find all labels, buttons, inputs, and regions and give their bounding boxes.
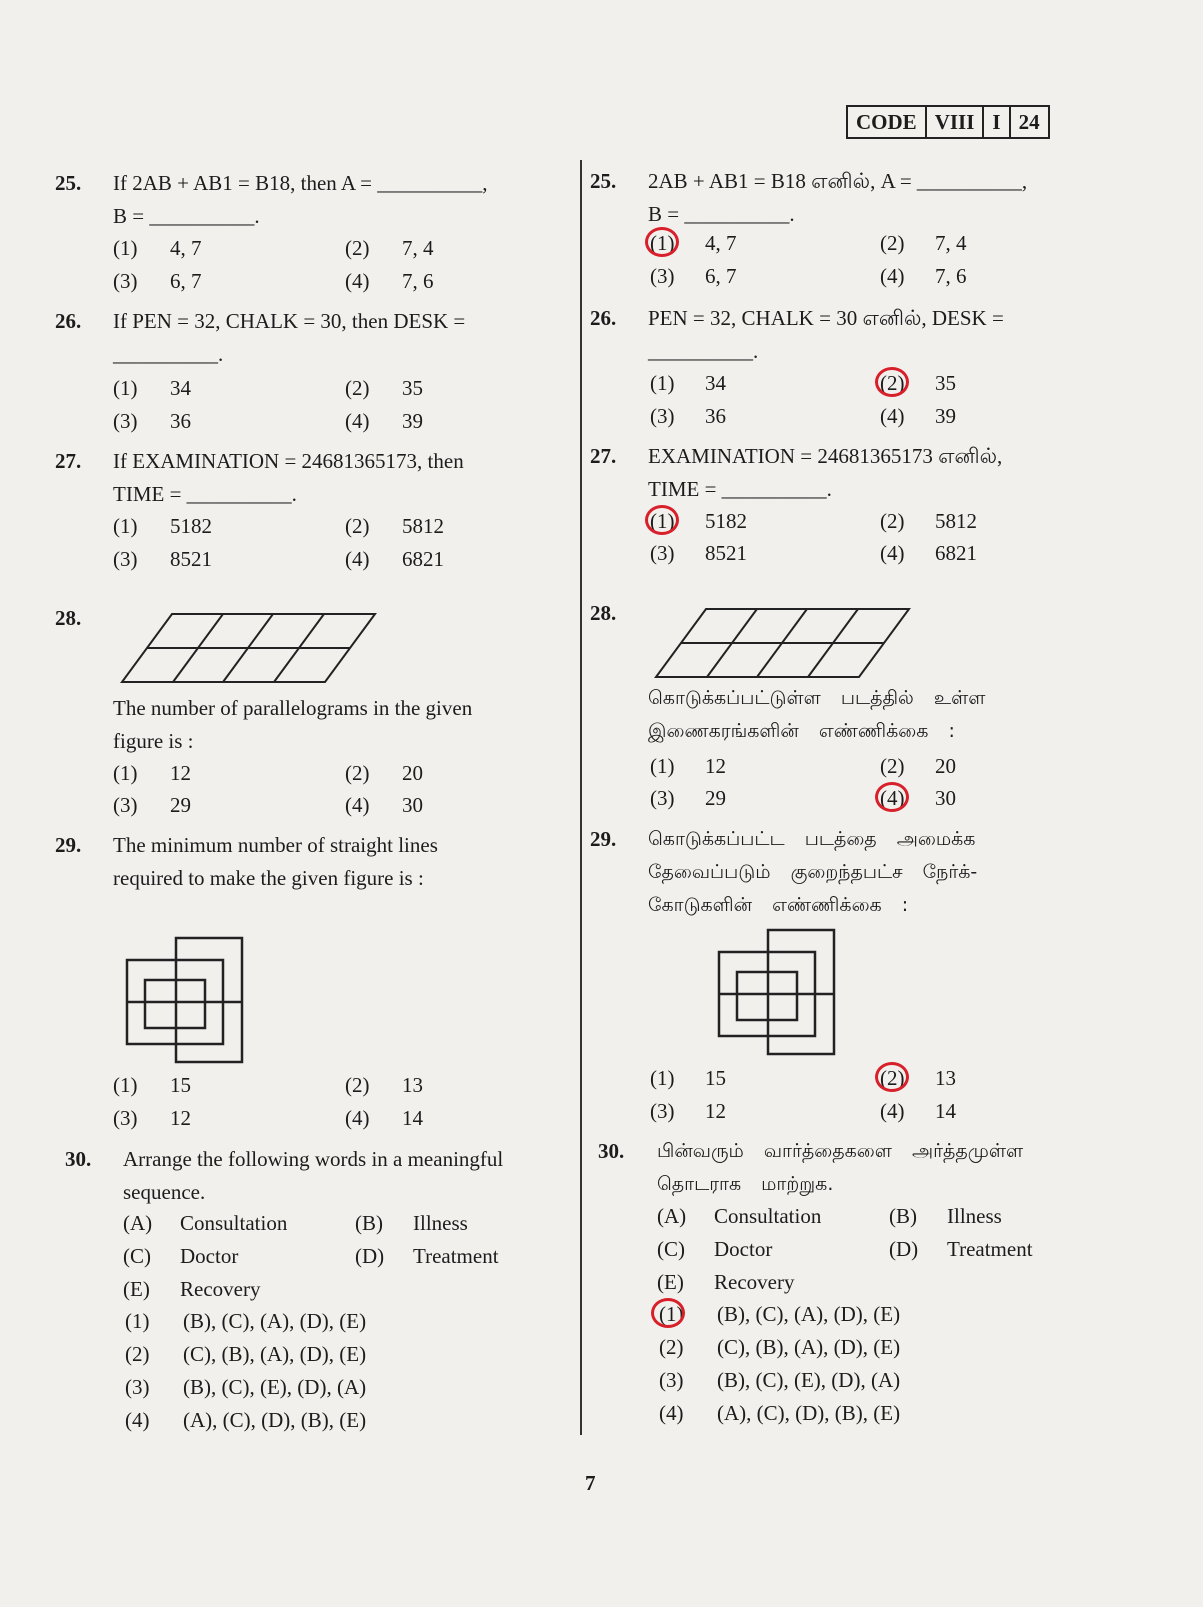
question-text: பின்வரும் வார்த்தைகளை அர்த்தமுள்ள — [657, 1140, 1024, 1162]
word-item-label: (E) — [657, 1270, 684, 1294]
option-label[interactable]: (3) — [113, 793, 138, 817]
option-label[interactable]: (2) — [880, 1066, 905, 1090]
option-value: 5812 — [935, 509, 977, 533]
question-text: EXAMINATION = 24681365173 எனில், — [648, 444, 1003, 468]
option-label[interactable]: (1) — [650, 231, 675, 255]
squares-figure-english — [124, 936, 248, 1066]
option-label[interactable]: (2) — [345, 236, 370, 260]
option-label[interactable]: (1) — [650, 1066, 675, 1090]
option-value: 7, 6 — [402, 269, 434, 293]
option-label[interactable]: (1) — [113, 761, 138, 785]
option-label[interactable]: (2) — [880, 509, 905, 533]
option-value: 29 — [170, 793, 191, 817]
question-number: 26. — [590, 306, 617, 330]
option-value: (A), (C), (D), (B), (E) — [717, 1401, 901, 1425]
word-item-text: Consultation — [714, 1204, 822, 1228]
option-value: 6821 — [402, 547, 444, 571]
paper-code-box — [846, 105, 1050, 139]
option-label[interactable]: (4) — [880, 541, 905, 565]
column-divider — [580, 160, 582, 1435]
option-label[interactable]: (3) — [113, 409, 138, 433]
option-label[interactable]: (2) — [345, 514, 370, 538]
question-number: 26. — [55, 309, 82, 333]
word-item-label: (D) — [355, 1244, 385, 1268]
word-item-text: Recovery — [180, 1277, 261, 1301]
option-value: 8521 — [170, 547, 212, 571]
question-number: 29. — [55, 833, 82, 857]
question-text: required to make the given figure is : — [113, 866, 424, 890]
word-item-label: (A) — [123, 1211, 153, 1235]
option-label[interactable]: (4) — [345, 1106, 370, 1130]
option-label[interactable]: (4) — [880, 786, 905, 810]
option-value: (A), (C), (D), (B), (E) — [183, 1408, 367, 1432]
question-text: B = __________. — [113, 204, 260, 228]
option-value: (B), (C), (A), (D), (E) — [717, 1302, 901, 1326]
answer-mark-circle — [875, 782, 909, 812]
option-value: 20 — [402, 761, 423, 785]
page-number: 7 — [585, 1471, 596, 1495]
option-label[interactable]: (2) — [125, 1342, 150, 1366]
question-number: 25. — [590, 169, 617, 193]
option-label[interactable]: (4) — [880, 264, 905, 288]
option-label[interactable]: (2) — [345, 761, 370, 785]
option-value: 15 — [705, 1066, 726, 1090]
code-part: 24 — [1009, 107, 1048, 137]
word-item-label: (C) — [123, 1244, 151, 1268]
question-text: sequence. — [123, 1180, 206, 1204]
option-value: 14 — [402, 1106, 423, 1130]
question-number: 29. — [590, 827, 617, 851]
option-value: 5182 — [170, 514, 212, 538]
option-value: 15 — [170, 1073, 191, 1097]
question-number: 28. — [55, 606, 82, 630]
option-value: 36 — [170, 409, 191, 433]
option-value: 6, 7 — [705, 264, 737, 288]
question-text: தொடராக மாற்றுக. — [657, 1173, 834, 1195]
option-label[interactable]: (4) — [125, 1408, 150, 1432]
word-item-text: Doctor — [180, 1244, 239, 1268]
option-label[interactable]: (1) — [113, 514, 138, 538]
question-text: If PEN = 32, CHALK = 30, then DESK = — [113, 309, 466, 333]
option-value: 39 — [935, 404, 956, 428]
squares-figure-tamil — [716, 928, 840, 1058]
option-value: 12 — [705, 754, 726, 778]
question-text: தேவைப்படும் குறைந்தபட்ச நேர்க்- — [648, 861, 978, 883]
option-label[interactable]: (2) — [345, 1073, 370, 1097]
option-label[interactable]: (3) — [113, 547, 138, 571]
option-label[interactable]: (3) — [113, 1106, 138, 1130]
question-text: The number of parallelograms in the given — [113, 696, 473, 720]
question-text: figure is : — [113, 729, 194, 753]
answer-mark-circle — [651, 1298, 685, 1328]
question-text: கோடுகளின் எண்ணிக்கை : — [648, 894, 909, 916]
option-value: (B), (C), (A), (D), (E) — [183, 1309, 367, 1333]
option-label[interactable]: (3) — [650, 404, 675, 428]
option-label[interactable]: (4) — [345, 409, 370, 433]
word-item-text: Treatment — [413, 1244, 499, 1268]
question-number: 27. — [55, 449, 82, 473]
option-label[interactable]: (1) — [650, 509, 675, 533]
parallelogram-figure-tamil — [652, 605, 914, 681]
question-text: இணைகரங்களின் எண்ணிக்கை : — [648, 720, 955, 742]
question-text: The minimum number of straight lines — [113, 833, 438, 857]
question-text: TIME = __________. — [113, 482, 297, 506]
option-value: 30 — [935, 786, 956, 810]
question-text: கொடுக்கப்பட்ட படத்தை அமைக்க — [648, 828, 976, 850]
question-text: TIME = __________. — [648, 477, 832, 501]
option-value: 30 — [402, 793, 423, 817]
question-number: 25. — [55, 171, 82, 195]
option-value: (C), (B), (A), (D), (E) — [717, 1335, 901, 1359]
option-label[interactable]: (1) — [659, 1302, 684, 1326]
code-part: VIII — [925, 107, 983, 137]
question-text: If EXAMINATION = 24681365173, then — [113, 449, 464, 473]
option-label[interactable]: (4) — [880, 1099, 905, 1123]
option-value: 7, 6 — [935, 264, 967, 288]
question-text: B = __________. — [648, 202, 795, 226]
option-label[interactable]: (2) — [659, 1335, 684, 1359]
question-text: If 2AB + AB1 = B18, then A = __________, — [113, 171, 488, 195]
word-item-text: Illness — [947, 1204, 1002, 1228]
option-value: 20 — [935, 754, 956, 778]
option-value: 5182 — [705, 509, 747, 533]
question-number: 30. — [598, 1139, 625, 1163]
option-label[interactable]: (4) — [345, 793, 370, 817]
word-item-label: (E) — [123, 1277, 150, 1301]
answer-mark-circle — [875, 367, 909, 397]
question-text: கொடுக்கப்பட்டுள்ள படத்தில் உள்ள — [648, 687, 986, 709]
option-value: 12 — [170, 761, 191, 785]
option-value: 7, 4 — [935, 231, 967, 255]
word-item-label: (B) — [355, 1211, 383, 1235]
option-value: 36 — [705, 404, 726, 428]
option-value: 29 — [705, 786, 726, 810]
word-item-text: Treatment — [947, 1237, 1033, 1261]
option-value: 5812 — [402, 514, 444, 538]
option-label[interactable]: (3) — [125, 1375, 150, 1399]
option-value: 13 — [402, 1073, 423, 1097]
word-item-label: (A) — [657, 1204, 687, 1228]
option-label[interactable]: (1) — [650, 371, 675, 395]
word-item-label: (B) — [889, 1204, 917, 1228]
option-value: 34 — [170, 376, 191, 400]
option-value: 34 — [705, 371, 726, 395]
option-value: 7, 4 — [402, 236, 434, 260]
word-item-text: Doctor — [714, 1237, 773, 1261]
question-text: __________. — [648, 339, 759, 363]
option-label[interactable]: (3) — [650, 1099, 675, 1123]
question-number: 28. — [590, 601, 617, 625]
option-label[interactable]: (1) — [125, 1309, 150, 1333]
word-item-text: Consultation — [180, 1211, 288, 1235]
option-label[interactable]: (2) — [880, 231, 905, 255]
option-label[interactable]: (2) — [345, 376, 370, 400]
question-text: __________. — [113, 342, 224, 366]
option-label[interactable]: (4) — [659, 1401, 684, 1425]
word-item-label: (C) — [657, 1237, 685, 1261]
answer-mark-circle — [645, 505, 679, 535]
option-value: 4, 7 — [170, 236, 202, 260]
answer-mark-circle — [875, 1062, 909, 1092]
option-label[interactable]: (1) — [113, 236, 138, 260]
option-value: 8521 — [705, 541, 747, 565]
word-item-text: Recovery — [714, 1270, 795, 1294]
option-label[interactable]: (3) — [113, 269, 138, 293]
option-label[interactable]: (1) — [650, 754, 675, 778]
option-label[interactable]: (3) — [650, 264, 675, 288]
option-label[interactable]: (2) — [880, 754, 905, 778]
option-label[interactable]: (3) — [650, 541, 675, 565]
question-text: PEN = 32, CHALK = 30 எனில், DESK = — [648, 306, 1004, 330]
option-value: 6, 7 — [170, 269, 202, 293]
question-number: 27. — [590, 444, 617, 468]
option-value: 4, 7 — [705, 231, 737, 255]
code-label: CODE — [856, 110, 917, 134]
parallelogram-figure-english — [118, 610, 380, 686]
option-label[interactable]: (3) — [659, 1368, 684, 1392]
option-value: 14 — [935, 1099, 956, 1123]
option-label[interactable]: (4) — [345, 269, 370, 293]
question-text: Arrange the following words in a meaningful — [123, 1147, 504, 1171]
question-text: 2AB + AB1 = B18 எனில், A = __________, — [648, 169, 1028, 193]
option-label[interactable]: (1) — [113, 376, 138, 400]
option-label[interactable]: (4) — [880, 404, 905, 428]
option-value: (B), (C), (E), (D), (A) — [717, 1368, 901, 1392]
option-label[interactable]: (1) — [113, 1073, 138, 1097]
option-value: (B), (C), (E), (D), (A) — [183, 1375, 367, 1399]
option-value: 6821 — [935, 541, 977, 565]
option-value: 39 — [402, 409, 423, 433]
option-value: 13 — [935, 1066, 956, 1090]
option-label[interactable]: (2) — [880, 371, 905, 395]
option-value: 12 — [705, 1099, 726, 1123]
question-number: 30. — [65, 1147, 92, 1171]
option-value: 35 — [402, 376, 423, 400]
option-value: 12 — [170, 1106, 191, 1130]
answer-mark-circle — [645, 227, 679, 257]
option-value: 35 — [935, 371, 956, 395]
word-item-text: Illness — [413, 1211, 468, 1235]
option-value: (C), (B), (A), (D), (E) — [183, 1342, 367, 1366]
option-label[interactable]: (4) — [345, 547, 370, 571]
code-part: I — [982, 107, 1008, 137]
word-item-label: (D) — [889, 1237, 919, 1261]
option-label[interactable]: (3) — [650, 786, 675, 810]
